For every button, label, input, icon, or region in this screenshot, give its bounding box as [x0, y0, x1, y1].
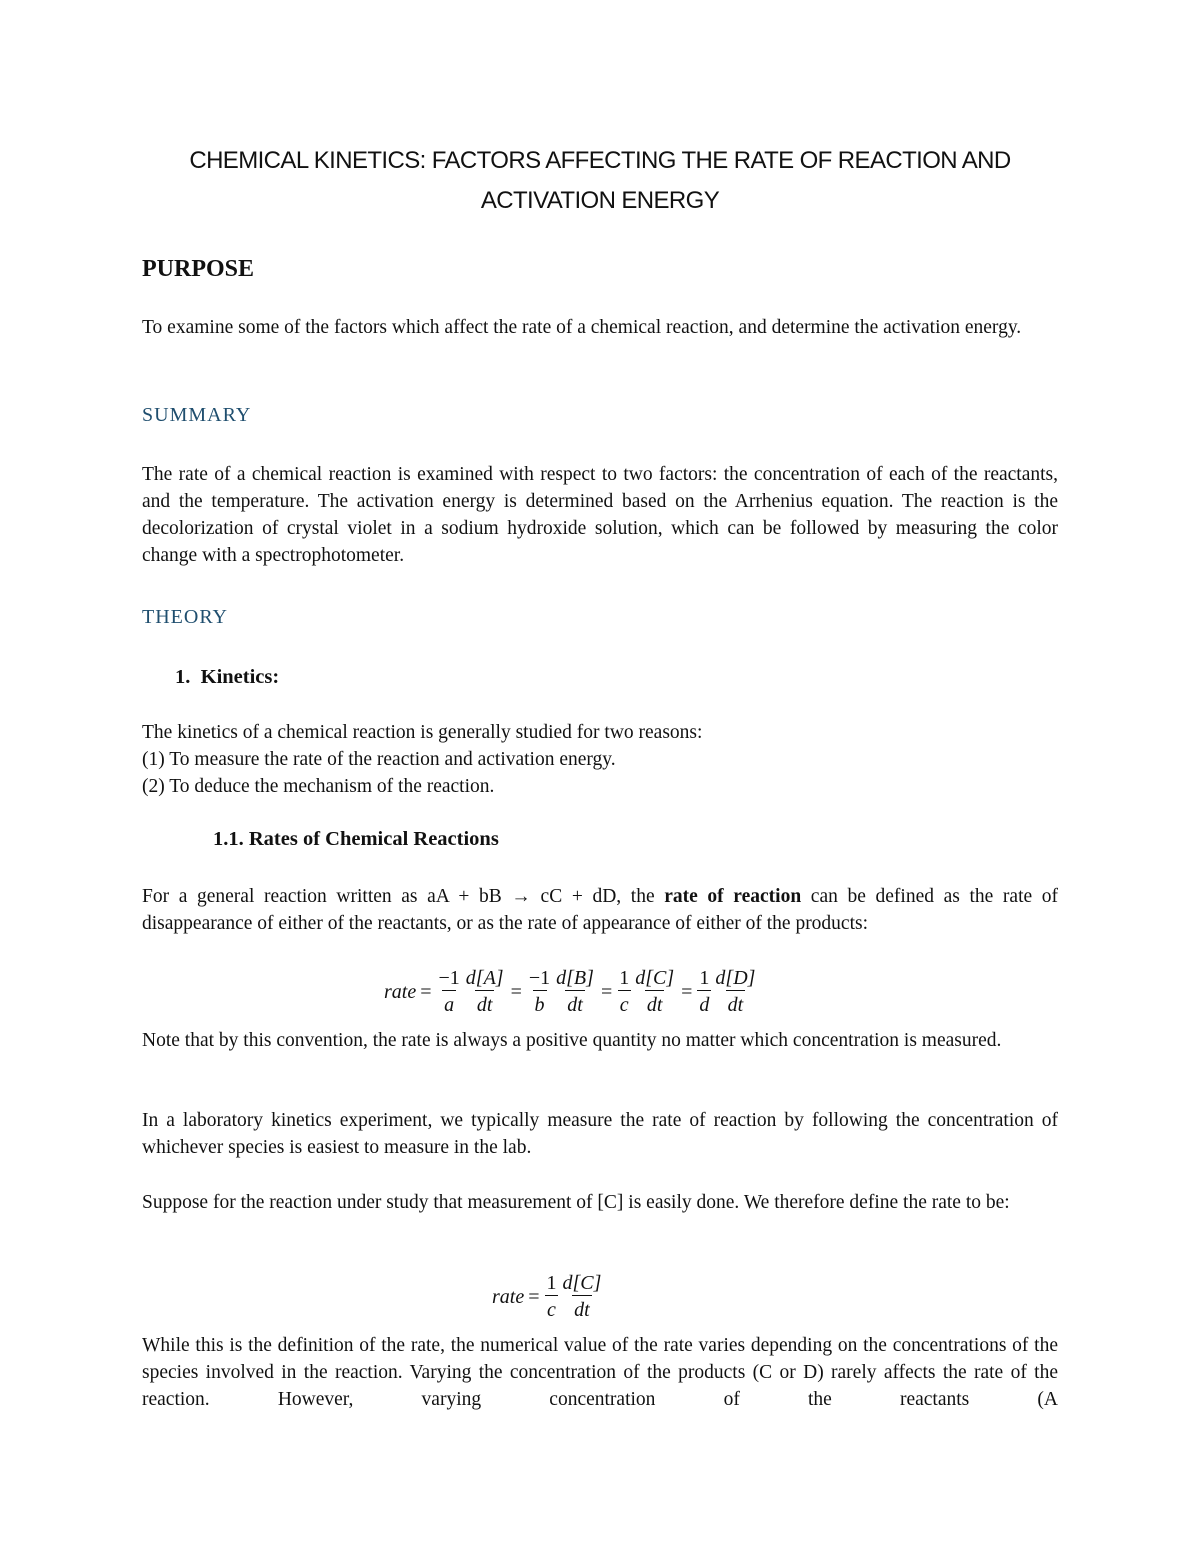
theory-heading: THEORY	[142, 606, 228, 628]
numerator: 1	[546, 1272, 557, 1294]
denominator: a	[442, 990, 456, 1019]
numerator: 1	[699, 967, 710, 989]
numerator: d[C]	[562, 1272, 602, 1294]
rates-text-bold: rate of reaction	[664, 886, 802, 907]
rates-text-a: For a general reaction written as aA + bB → cC + dD, the	[142, 886, 665, 907]
deriv-fraction	[633, 966, 676, 1019]
coef-fraction	[617, 966, 631, 1019]
numerator: d[D]	[715, 967, 756, 989]
document-title	[0, 141, 1200, 221]
numerator: d[B]	[556, 967, 594, 989]
coef-fraction	[697, 966, 711, 1019]
eq-sign: =	[510, 981, 522, 1003]
numerator: −1	[528, 967, 551, 989]
denominator: b	[533, 990, 547, 1019]
coef-fraction	[545, 1271, 559, 1324]
denominator: dt	[565, 990, 585, 1019]
eq-sign: =	[420, 981, 432, 1003]
denominator: dt	[645, 990, 665, 1019]
denominator: dt	[475, 990, 495, 1019]
eq-sign: =	[681, 981, 693, 1003]
denominator: c	[618, 990, 631, 1019]
numerator: −1	[438, 967, 460, 989]
reason-2: (2) To deduce the mechanism of the reaction.	[142, 776, 495, 797]
eq-sign: =	[600, 981, 613, 1003]
rate-equation-2	[492, 1271, 604, 1324]
kinetics-intro	[142, 719, 1058, 800]
purpose-text: To examine some of the factors which affect the rate of a chemical reaction, and determine the activation energy.	[142, 317, 1022, 338]
summary-text: The rate of a chemical reaction is examined with respect to two factors: the concentration of each of the reactants, and the temperature. The activation energy is determined based on the Arrhenius equation. The reaction is the decolorization of crystal violet in a sodium hydroxide solution, which can be followed by measuring the color change with a spectrophotometer.	[142, 464, 1058, 566]
while-paragraph: While this is the definition of the rate, the numerical value of the rate varies depending on the concentrations of the species involved in the reaction. Varying the concentration of the products (C or D) rarely affects the rate of the reaction. However, varying concentration of the reactants (A	[142, 1335, 1058, 1410]
coef-fraction	[527, 966, 552, 1019]
numerator: d[A]	[465, 967, 504, 989]
lab-paragraph: In a laboratory kinetics experiment, we typically measure the rate of reaction by following the concentration of whichever species is easiest to measure in the lab.	[142, 1110, 1058, 1158]
suppose-paragraph: Suppose for the reaction under study that measurement of [C] is easily done. We therefore define the rate to be:	[142, 1192, 1010, 1213]
deriv-fraction	[554, 966, 596, 1019]
denominator: dt	[572, 1295, 592, 1324]
title-line-2: ACTIVATION ENERGY	[480, 187, 720, 214]
rate-equation-1	[384, 966, 758, 1019]
numerator: 1	[619, 967, 630, 989]
note-paragraph: Note that by this convention, the rate is always a positive quantity no matter which concentration is measured.	[142, 1030, 1002, 1051]
denominator: d	[697, 990, 711, 1019]
kinetics-heading: 1. Kinetics:	[175, 666, 280, 688]
denominator: dt	[726, 990, 746, 1019]
deriv-fraction	[713, 966, 757, 1019]
numerator: d[C]	[635, 967, 675, 989]
deriv-fraction	[561, 1271, 604, 1324]
rates-heading: 1.1. Rates of Chemical Reactions	[213, 828, 499, 850]
kinetics-intro-text: The kinetics of a chemical reaction is generally studied for two reasons:	[142, 722, 703, 743]
eq-sign: =	[528, 1286, 540, 1308]
summary-heading: SUMMARY	[142, 404, 252, 426]
denominator: c	[545, 1295, 558, 1324]
eq-lhs: rate	[492, 1286, 525, 1308]
reason-1: (1) To measure the rate of the reaction and activation energy.	[142, 749, 616, 770]
deriv-fraction	[464, 966, 506, 1019]
rates-text-b: can be defined as the rate of disappearance of either of the reactants, or as the rate of appearance of either of the products:	[142, 886, 1059, 934]
purpose-heading: PURPOSE	[142, 256, 255, 282]
title-line-1: CHEMICAL KINETICS: FACTORS AFFECTING THE RATE OF REACTION AND	[189, 147, 1011, 174]
rates-paragraph	[142, 883, 1058, 937]
eq-lhs: rate	[384, 981, 417, 1003]
coef-fraction	[437, 966, 462, 1019]
